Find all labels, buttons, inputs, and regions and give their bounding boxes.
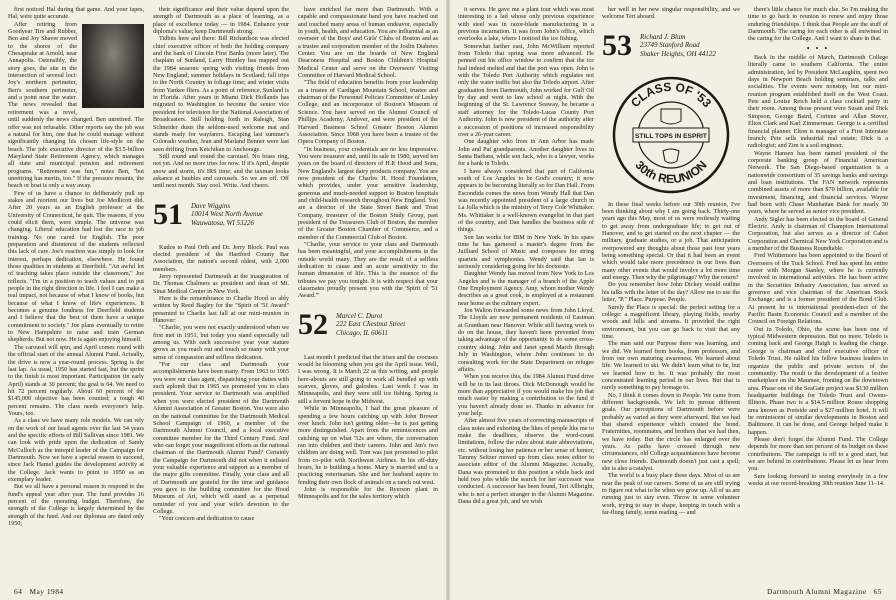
secretary-street: 222 East Chestnut Street bbox=[336, 320, 406, 329]
class-header-53 bbox=[602, 29, 740, 67]
paragraph: Sure looking forward to seeing everybody in a few weeks at our record-breaking 30th reunion June 11–14. bbox=[748, 472, 888, 487]
class-secretary-address bbox=[336, 312, 405, 338]
paragraph: As a class we have many role models. We can rely on the work of our head agents over the last 34 years and the specific efforts of Bill Sullivan since 1981. We can look with pride upon the dedication of Sandy McCulloch as the intrepid leader of the Campaign for Dartmouth. Now we have a special reason to succeed, since Jack Hamel guides the development activity at the College. Jack wants to point to 1950 as an exemplary leader. bbox=[8, 417, 144, 483]
page-number: 65 bbox=[873, 587, 882, 596]
paragraph: "The field of education benefits from your leadership as a trustee of Cardigan Mountain School, trustee and chairman of the Personnel Policies Committee of Lesley College, and an incorporator of Boston's Museum of Science. You have served on the Alumni Council of Phillips Academy, Andover, and were president of the Harvard Business School Greater Boston Alumni Association. Since 1968 you have been a trustee of the Opera Company of Boston. bbox=[298, 79, 438, 146]
paragraph: Few of us have a chance to deliberately pull up stakes and reorient our lives but Joe Medlicott did. After 20 years as an English professor at the University of Connecticut, he quit. The reasons, if you could elicit them, were simple. The universe was changing. Liberal education had lost the race to job training. No one cared for English. The poor preparation and disinterest of the students reflected this lack of care. Joe's reaction was simply to look for interest, perhaps dedication, elsewhere. He found those qualities in students at Deerfield. "An awful lot of teaching takes place outside the classroom," Joe reflects. "I'm in a position to teach values and to put people in the right direction in life. I feel I can make a real impact, not because of what I know of books, but because of what I know of life's experiences. It becomes a genuine fondness for Deerfield students and I believe that the best of them have a unique commitment to society." Joe plans eventually to retire to New Hampshire to raise and train German shepherds. But not now. He is again enjoying himself. bbox=[8, 189, 144, 344]
class-secretary-address bbox=[640, 33, 716, 59]
right-column-3 bbox=[748, 6, 888, 578]
portrait-photo bbox=[82, 24, 144, 108]
paragraph: "Charlie, your service to your class and Dartmouth has been meaningful, and your accomplishments in the outside world many. They are the result of a selfless dedication to cause and an acute sensitivity to the human dimension of life. This is the essence of the tributes we pay you tonight. It is with respect that your classmates proudly present you with the 'Spirit of '51 Award.'" bbox=[298, 241, 438, 300]
paragraph: her well in her new singular responsibility, and we welcome Teri aboard. bbox=[602, 6, 740, 21]
paragraph: But we all have a personal reason to respond to the fund's appeal year after year. The fund provides 16 percent of the operating budget. Therefore, the strength of the College is largely determined by the strength of the fund. And our diplomas are dated only 1950; bbox=[8, 483, 144, 528]
paragraph: The world is a busy place these days. Most of us are near the peak of our careers. Some of us are still trying to figure out what to be when we grow up. All of us are running just to stay even. Throw in some volunteer work, trying to stay in shape, keeping in touch with a far-flung family, some reading — and bbox=[602, 472, 740, 517]
paragraph: Still round and round the carousel. No brass ring, not yet. And no more tries for now. If it's April, despite snow and storm, it's IRS time; and the taxman looks askance at baubles and carousels. So we are off. Off until next month. Stay cool. Write. And cheers. bbox=[153, 152, 289, 190]
paragraph: Back in the middle of March, Dartmouth College literally came to southern California. The entire administration, led by President McLaughlin, spent two days in Newport Beach holding seminars, talks and socialities. The events were nonstop, but our mini-reunion program established itself on the West Coast. Pete and Louise Reich held a class cocktail party in their room. Among those present were Susan and Dick Simpson, George Baird, Corinne and Allan Stover, Elton Clark and Karl Zimmerman. George is a certified financial planner. Elton is manager of a First Interstate branch; Pete sells industrial real estate; Dick is a radiologist; and Zim is a soil engineer. bbox=[748, 54, 888, 150]
emblem-banner-text: STILL TOPS IN ESPRIT bbox=[635, 132, 707, 140]
secretary-name: Marcel C. Durot bbox=[336, 311, 383, 320]
secretary-street: 10014 West North Avenue bbox=[191, 210, 264, 219]
class-secretary-address bbox=[191, 202, 263, 228]
emblem-bottom-text: 30th REUNION bbox=[632, 157, 710, 186]
paragraph: Wayne Hansen has been named president of the corporate banking group of Financial American Network. The San Diego-based organization is a nationwide consortium of 35 savings banks and savings and loan institutions. The FAN network represents combined assets of more than $70 billion, available for investment, financing, and financial services. Wayne had been with Chase Manhattan Bank for nearly 30 years, where he served as senior vice president. bbox=[748, 149, 888, 216]
paragraph: Daughter Wendy has moved from New York to Los Angeles and is the manager of a branch of the Apple One Employment Agency. Amy, whom mother Wendy describes as a great cook, is employed at a restaurant near home as the culinary expert. bbox=[458, 270, 594, 307]
left-column-3 bbox=[298, 6, 438, 578]
paragraph: Please don't forget the Alumni Fund. The College depends for more than ten percent of its budget on these contributions. The campaign is off to a good start, but we are behind in contributions. Please let us hear from you. bbox=[748, 435, 888, 473]
paragraph: I have always considered that part of California south of Los Angeles to be God's country; it now appears to be becoming literally so for Dan Hall. From Escondida comes the news from Wendy Hall that Dan was recently appointed president of a large church in La Jolla which is the ministry of Terry Cole Whittaker. Ms. Whittaker is a well-known evangelist in that part of the country, and Dan handles the business side of things. bbox=[458, 167, 594, 234]
paragraph: Jon Walton forwarded some news from John Lloyd. The Lloyds are now permanent residents of Eastman at Grantham near Hanover. While still having work to do on the house, they haven't been prevented from taking advantage of the opportunity to do some cross-country skiing. John and Janet spend March through July in Washington, where John continues to do consulting work for the State Department on refugee affairs. bbox=[458, 307, 594, 373]
paragraph: Here is the remembrance to Charlie Hood so ably written by Reed Bagley for the "Spirit of '51 Award" presented to Charlie last fall at our mini-reunion in Hanover: bbox=[153, 295, 289, 325]
paragraph: first noticed Hal during that game. And your tapes, Hal, were quite accurate. bbox=[8, 6, 144, 21]
paragraph: there's little chance for much else. So I'm making the time to go back to reunion to renew and enjoy those enduring friendships. I think that People are the stuff of Dartmouth. The caring for each other is all entwined in the caring for the College. And I want to share in that. bbox=[748, 6, 888, 43]
secretary-city: Shaker Heights, OH 44122 bbox=[640, 49, 716, 58]
paragraph: Fred Whittemore has been appointed to the Board of Overseers of the Tuck School. Fred has spent his entire career with Morgan Stanley, where he is currently involved in international activities. He has been active in the Securities Industry Association, has served as governor and vice chairman of the American Stock Exchange; and is a former president of the Bond Club. At present he is international president-elect of the Pacific Basin Economic Council and a member of the Council on Foreign Relations. bbox=[748, 252, 888, 326]
secretary-name: Richard J. Blum bbox=[640, 32, 686, 41]
class-header-52 bbox=[298, 308, 438, 346]
paragraph: Andy Sigler has been elected to the board of General Electric. Andy is chairman of Champion International Corporation, but also serves as a director of Cabot Corporation and Chemical New York Corporation and is a member of the Business Roundtable. bbox=[748, 215, 888, 252]
emblem-top-text: CLASS OF '53 bbox=[627, 79, 715, 110]
secretary-city: Wauwatosa, WI 53226 bbox=[191, 218, 254, 227]
class-number: 52 bbox=[298, 307, 328, 341]
paragraph: "Charlie, you were not exactly understood when we first met in 1951, but today you stand especially tall among us. With each successive year your stature grows as you reach out and touch so many with your sense of compassion and selfless dedication. bbox=[153, 324, 289, 361]
paragraph: it serves. He gave me a plant tour which was most interesting to a lad whose only previous experience with steel was in razor-blade manufacturing in a previous incarnation. It was from John's office, which overlooks a lake, where I noticed the ice fishing. bbox=[458, 6, 594, 43]
paragraph: Surely the Place is special: the perfect setting for a college: a magnificent library, playing fields, nearby woods and hills and streams. It provided the right environment, but you can go back to visit that any time. bbox=[602, 303, 740, 340]
class-number: 53 bbox=[602, 28, 632, 62]
paragraph: Jerry represented Dartmouth at the inauguration of Dr. Thomas Chalmers as president and dean of Mt. Sinai Medical Center in New York. bbox=[153, 272, 289, 295]
paragraph: After retiring from Goodyear Tire and Rubber, Ben and Joy Shaver moved to the shores of the Chesapeake at Arnold, near Annapolis. Ostensibly, the story goes, the site in the intersection of several loci: Joy's northern perimeter, Ben's southern perimeter, and a point near the water. The news revealed that retirement was a revel, until suddenly the news changed. Ben unretired. The offer was not refusable. Other reports say the job was a natural for him, one that he could manage without significantly changing his chosen life-style on the beach. The job: executive director of the $3.5-billion Maryland State Retirement Agency, which manages all state and municipal pension and retirement programs. "Retirement was fun," notes Ben, "but unretiring has merits, too." If the pressure mounts, the beach or boat is only a way away. bbox=[8, 20, 144, 190]
paragraph: In these final weeks before our 30th reunion, I've been thinking about why I am going back. Thirty-one years ago this May, most of us were restlessly waiting to get away from undergraduate life; to get out of Hanover, and to get started on the next chapter — the military, graduate studies, or a job. That anticipation overpowered any thoughts about those past four years being something special. Or that it had been an event which would take more precedence in our lives than many other events that would involve a lot more time and energy. Then why the pilgrimage? Why the return? bbox=[602, 200, 740, 282]
paragraph: Last month I predicted that the irises and the crocuses would be blooming when you got the April issue. Well, I was wrong. It is March 22 as this writing, and people here-abouts are still going to work all bundled up with scarves, gloves, and galoshes. Last week I was in Minneapolis, and they were still ice fishing. Spring is still a fervent hope in the Midwest. bbox=[298, 353, 438, 405]
paragraph: The man said our Purpose there was learning, and we did. We learned from books, from professors, and from our own maturing awareness. We learned about life. We learned to ski. We didn't learn what to be, but we learned how to be. It was probably the most concentrated learning period in our lives. But that is rarely something to pay homage to. bbox=[602, 340, 740, 392]
paragraph: The carousel will spin, and April comes round with the official start of the annual Alumni Fund. Actually, the drive is now a year-round process. Spring is the last lap. As usual, 1950 has started fast, but the sprint to the finish is most important. Participation (in early April) stands at 30 percent; the goal is 64. We need to hit 72 percent regularly. About 60 percent of the $145,000 objective has been counted; a tough 40 percent remains. The class needs everyone's help. Yours, too. bbox=[8, 343, 144, 417]
right-page-footer bbox=[767, 587, 882, 596]
paragraph: Kudos to Paul Orth and Dr. Jerry Block. Paul was elected president of the Hartford County Bar Association, the nation's second oldest, with 2,000 members. bbox=[153, 243, 289, 273]
paragraph: Do you remember how John Dickey would outline his talks with the letter of the day? Allow me to use the letter, "P." Place. Purpose. People. bbox=[602, 281, 740, 304]
paragraph: John is responsible for the Ryerson plant in Minneapolis and for the sales territory which bbox=[298, 485, 438, 501]
paragraph: "For our class and Dartmouth your accomplishments have been many. From 1963 to 1965 you were our class agent, dispatching your duties with such aplomb that in 1965 we promoted you to class president. Your service to Dartmouth was amplified when you were elected president of the Dartmouth Alumni Association of Greater Boston. You were also on the national committee for the Dartmouth Medical School Campaign of 1960, a member of the Dartmouth Alumni Council, and a local executive committee member for the Third Century Fund. And who can forget your magnificent efforts as the national chairman of the Dartmouth Alumni Fund? Certainly the Campaign for Dartmouth did not when it enlisted your valuable experience and support as a member of the major gifts committee. Finally, your class and all of Dartmouth are grateful for the time and guidance you gave to the building committee for the Hood Museum of Art, which will stand as a perpetual reminder of you and your wife's devotion to the College. bbox=[153, 361, 289, 515]
paragraph: "In business, your credentials are no less impressive. You were treasurer and, until its sale in 1980, served ten years on the board of directors of H.P. Hood and Sons, New England's largest dairy products company. You are now president of the Charles H. Hood Foundation, which provides, under your sensitive leadership, generous and much-needed support to Boston hospitals and child-health research throughout New England. You are a director of the State Street Bank and Trust Company, treasurer of the Boston Study Group, past president of the Treasurers Club of Boston, the member of the Greater Boston Chamber of Commerce, and a member of the Commercial Club of Boston. bbox=[298, 145, 438, 241]
paragraph: Tidbits here and there: Bill Richardson was elected chief executive officer of both the holding company and the bank of Lincoln First Banks (more later). The chaplain of Sunland, Larry Huntley has mapped out the 1984 seasons: spring with visiting friends from New England; summer holidays in Scotland; fall trips to the North Country in foliage time; and winter visits from Yankee fliers. As a point of reference, Sunland is in Florida. After years in Miami Dick Hollands has migrated to Washington to become the senior vice president for television for the National Association of Broadcasters. Still holding forth in Raleigh, Stan Schneider dusts the seldom-used welcome mat and stands ready for wayfarers. Escaping last summer's Colorado weather, Jean and Marland Benner were last seen drifting from Ketchikan to Anchorage. bbox=[153, 35, 289, 153]
paragraph: No, I think it comes down to People. We came from different backgrounds. We left to pursue different goals. Our perceptions of Dartmouth before were probably as varied as they were afterward. But we had that shared experience which created the bond. Fraternities, roommates, and brothers that we had then, we have today. But the circle has enlarged over the years. As paths have crossed through new circumstances, old College acquaintances have become new close friends. Dartmouth doesn't just cast a spell; she is also a catalyst. bbox=[602, 391, 740, 473]
reunion-emblem bbox=[611, 75, 731, 195]
section-divider: • • • bbox=[806, 43, 830, 53]
paragraph: Son Ian works for IBM in New York. In his spare time he has garnered a master's degree from the Juilliard School of Music and composes for string quartets and symphonies. Wendy said that Ian is seriously considering going for his doctorate. bbox=[458, 233, 594, 271]
magazine-name: Dartmouth Alumni Magazine bbox=[767, 587, 867, 596]
issue-date: May 1984 bbox=[29, 587, 64, 596]
paragraph: One daughter who lives in Ann Arbor has made John and Pat grandparents. Another daughter lives in Santa Barbara, while son Jack, who is a lawyer, works for a bank in Toledo. bbox=[458, 138, 594, 168]
left-page-footer bbox=[14, 587, 64, 596]
left-column-1 bbox=[8, 6, 144, 578]
secretary-street: 23749 Stanford Road bbox=[640, 41, 700, 50]
paragraph: Somewhat farther east, John McWilliam reported from Toledo that spring was more advanced. He penned out his office window to confirm that the ice had indeed melted and that the port was open. John is with the Toledo Port Authority which regulates not only the water traffic but also the Toledo airport. After graduation from Dartmouth, John worked for Gulf Oil by day and went to law school at night. With the beginning of the St. Lawrence Seaway, he became a staff attorney for the Toledo-Lucas County Port Authority. John is now president of the authority after a succession of positions of increased responsibility over a 26-year career. bbox=[458, 42, 594, 138]
paragraph: Out in Toledo, Ohio, the scene has been one of typical Midwestern depression. But no more. Toledo is coming back and George Haigh is leading the charge. George is chairman and chief executive officer of Toledo Trust. He rallied his fellow business leaders to organize the public and private sectors of the community. The result is the development of a festive marketplace on the Maumee, fronting on the downtown area. Phase one of the SeaGate project was $130 million headquarter buildings for Toledo Trust and Owens-Illinois. Phase two is a $14.5-million Rouse shopping area known as Portside and a $27-million hotel. It will be reminiscent of similar developments in Boston and Baltimore. It can be done, and George helped make it happen. bbox=[748, 325, 888, 436]
paragraph: When you receive this, the 1984 Alumni Fund drive will be in its last throes. Dick McDonough would be more than appreciative if you would make his job that much easier by making a contribution to the fund if you haven't already done so. Thanks in advance for your help. bbox=[458, 373, 594, 417]
paragraph: While in Minneapolis, I had the great pleasure of spending a few hours catching up with John Brower over lunch. John isn't getting older—he is just getting more distinguished. Apart from the reminiscences and catching up on what '52s are where, the conversation ran into children and their careers. John and Jan's two children are doing well. Tom was just promoted to pilot from co-pilot with Northwest Airlines. In his off-duty hours, he is building a home. Mary is married and is a practicing veterinarian. She and her husband aspire to fending their own flock of animals on a ranch out west. bbox=[298, 405, 438, 486]
page-number: 64 bbox=[14, 587, 23, 596]
right-page bbox=[450, 0, 896, 600]
right-column-2 bbox=[602, 6, 740, 578]
left-page bbox=[0, 0, 446, 600]
secretary-name: Dave Wiggins bbox=[191, 201, 231, 210]
paragraph: "Your concern and dedication to cause bbox=[159, 515, 255, 523]
left-column-2 bbox=[153, 6, 289, 578]
paragraph: After almost five years of correcting manuscripts of class notes and exhorting the likes of people like me to make the deadlines, observe the word-count limitations, follow the rules about state abbreviations, etc. without losing her patience or her sense of humor, Tammy Seltzer moved up from class notes editor to associate editor of the Alumni Magazine. Actually, Dana was promoted to this position a while back and held two jobs while the search for her successor was conducted. A successor has been found, Teri Allbright, who is not a perfect stranger to the Alumni Magazine. Dana did a great job, and we wish bbox=[458, 417, 594, 506]
paragraph: have enriched far more than Dartmouth. With a capable and compassionate hand you have reached out and touched many areas of human endeavor, especially in youth, health, and education. You are influential as an overseer of the Boys' and Girls' Clubs of Boston and as a trustee and corporation member of the Joslin Diabetes Center. You are on the boards of New England Deaconess Hospital and Boston Children's Hospital Medical Center and serve on the Overseers' Visiting Committee of Harvard Medical School. bbox=[298, 6, 438, 80]
class-header-51 bbox=[153, 198, 289, 236]
secretary-city: Chicago, IL 60611 bbox=[336, 328, 389, 337]
paragraph: their significance and their value depend upon the strength of Dartmouth as a place of learning, as a place of excellence today — in 1984. Enhance your diploma's value; keep Dartmouth strong. bbox=[153, 6, 289, 36]
right-column-1 bbox=[458, 6, 594, 578]
class-number: 51 bbox=[153, 197, 183, 231]
